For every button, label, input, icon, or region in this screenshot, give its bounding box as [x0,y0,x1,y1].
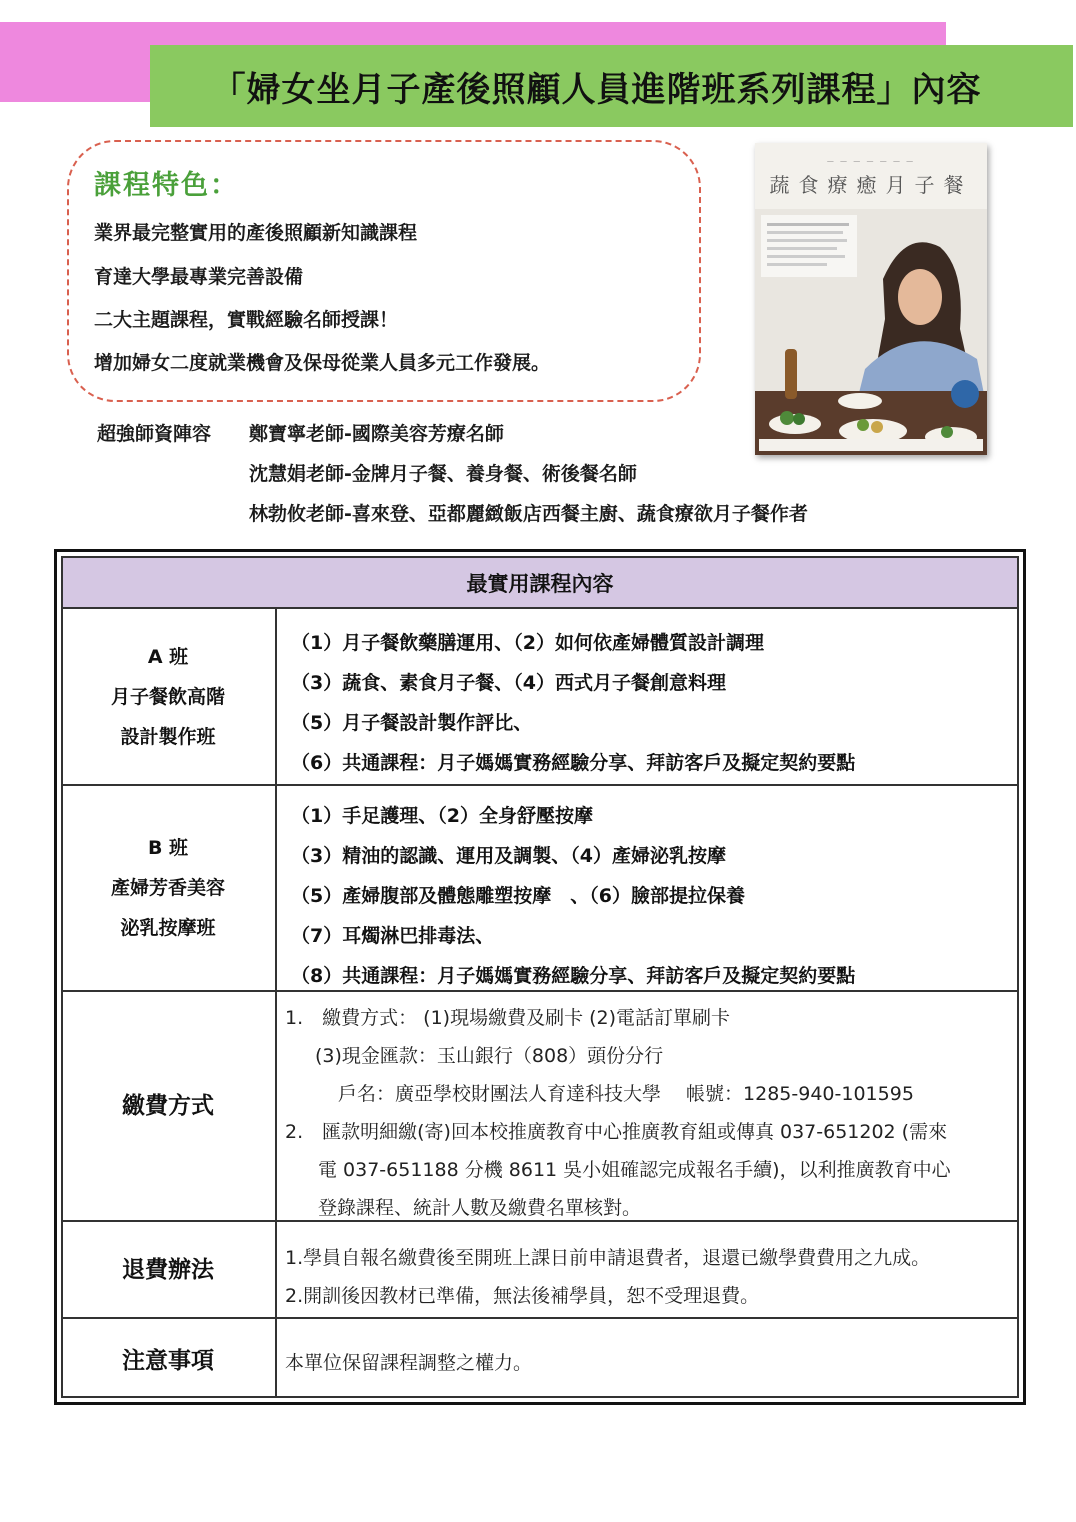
class-b-item: （3）精油的認識、運用及調製、（4）產婦泌乳按摩 [291,845,726,867]
features-title: 課程特色： [94,170,239,201]
payment-line: 電 037-651188 分機 8611 吳小姐確認完成報名手續)，以利推廣教育中心 [318,1159,951,1181]
book-title: 蔬食療癒月子餐 [769,173,973,197]
refund-label [63,1222,273,1317]
class-a-name: A 班 [147,645,189,668]
payment-line: 登錄課程、統計人數及繳費名單核對。 [318,1197,642,1219]
payment-label [63,992,273,1220]
page-title: 「婦女坐月子產後照顧人員進階班系列課程」內容 [211,69,982,110]
notice-label-text: 注意事項 [122,1347,214,1374]
class-a-item: （3）蔬食、素食月子餐、（4）西式月子餐創意料理 [291,672,726,694]
notice-label [63,1319,273,1402]
class-b-item: （8）共通課程：月子媽媽實務經驗分享、拜訪客戶及擬定契約要點 [291,965,856,987]
class-a-item: （6）共通課程：月子媽媽實務經驗分享、拜訪客戶及擬定契約要點 [291,752,856,774]
class-b-title-2: 泌乳按摩班 [120,917,216,939]
table-header: 最實用課程內容 [63,558,1017,607]
class-b-name: B 班 [147,837,189,859]
class-b-label [63,786,273,990]
teacher-item: 沈慧娟老師-金牌月子餐、養身餐、術後餐名師 [249,463,637,485]
title-banner [150,45,1073,127]
refund-label-text: 退費辦法 [122,1256,214,1283]
payment-label-text: 繳費方式 [122,1093,214,1119]
class-b-item: （1）手足護理、（2）全身舒壓按摩 [291,805,593,827]
feature-item: 育達大學最專業完善設備 [94,266,304,288]
class-a-item: （5）月子餐設計製作評比、 [291,712,533,734]
refund-line: 1.學員自報名繳費後至開班上課日前申請退費者，退還已繳學費費用之九成。 [285,1247,931,1269]
class-b-title-1: 產婦芳香美容 [110,877,225,899]
class-a-label [63,609,273,784]
book-photo [755,209,987,455]
teacher-item: 鄭寶寧老師-國際美容芳療名師 [249,423,504,445]
feature-item: 業界最完整實用的產後照顧新知識課程 [94,222,418,244]
class-a-title-2: 設計製作班 [120,725,216,748]
table-body [61,556,1019,1398]
teachers-label: 超強師資陣容 [97,423,212,445]
course-table [54,549,1026,1405]
book-cover-image [755,143,987,455]
payment-line: 1. 繳費方式： (1)現場繳費及刷卡 (2)電話訂單刷卡 [285,1007,731,1029]
book-subtitle: — — — — — — — [826,157,916,165]
class-b-item: （7）耳燭淋巴排毒法、 [291,925,495,947]
class-b-item: （5）產婦腹部及體態雕塑按摩 、（6）臉部提拉保養 [291,885,745,907]
class-a-item: （1）月子餐飲藥膳運用、（2）如何依產婦體質設計調理 [291,632,764,654]
refund-line: 2.開訓後因教材已準備，無法後補學員，恕不受理退費。 [285,1285,760,1307]
payment-line: 2. 匯款明細繳(寄)回本校推廣教育中心推廣教育組或傳真 037-651202 (需來 [285,1121,948,1143]
teacher-item: 林勃攸老師-喜來登、亞都麗緻飯店西餐主廚、蔬食療欲月子餐作者 [249,503,808,525]
class-a-title-1: 月子餐飲高階 [110,685,225,708]
notice-text: 本單位保留課程調整之權力。 [285,1352,533,1374]
payment-line: (3)現金匯款：玉山銀行（808）頭份分行 [315,1045,664,1067]
feature-item: 增加婦女二度就業機會及保母從業人員多元工作發展。 [94,352,551,374]
feature-item: 二大主題課程，實戰經驗名師授課！ [94,309,399,331]
payment-line: 戶名：廣亞學校財團法人育達科技大學 帳號：1285-940-101595 [338,1083,914,1105]
column-divider [275,608,277,1396]
